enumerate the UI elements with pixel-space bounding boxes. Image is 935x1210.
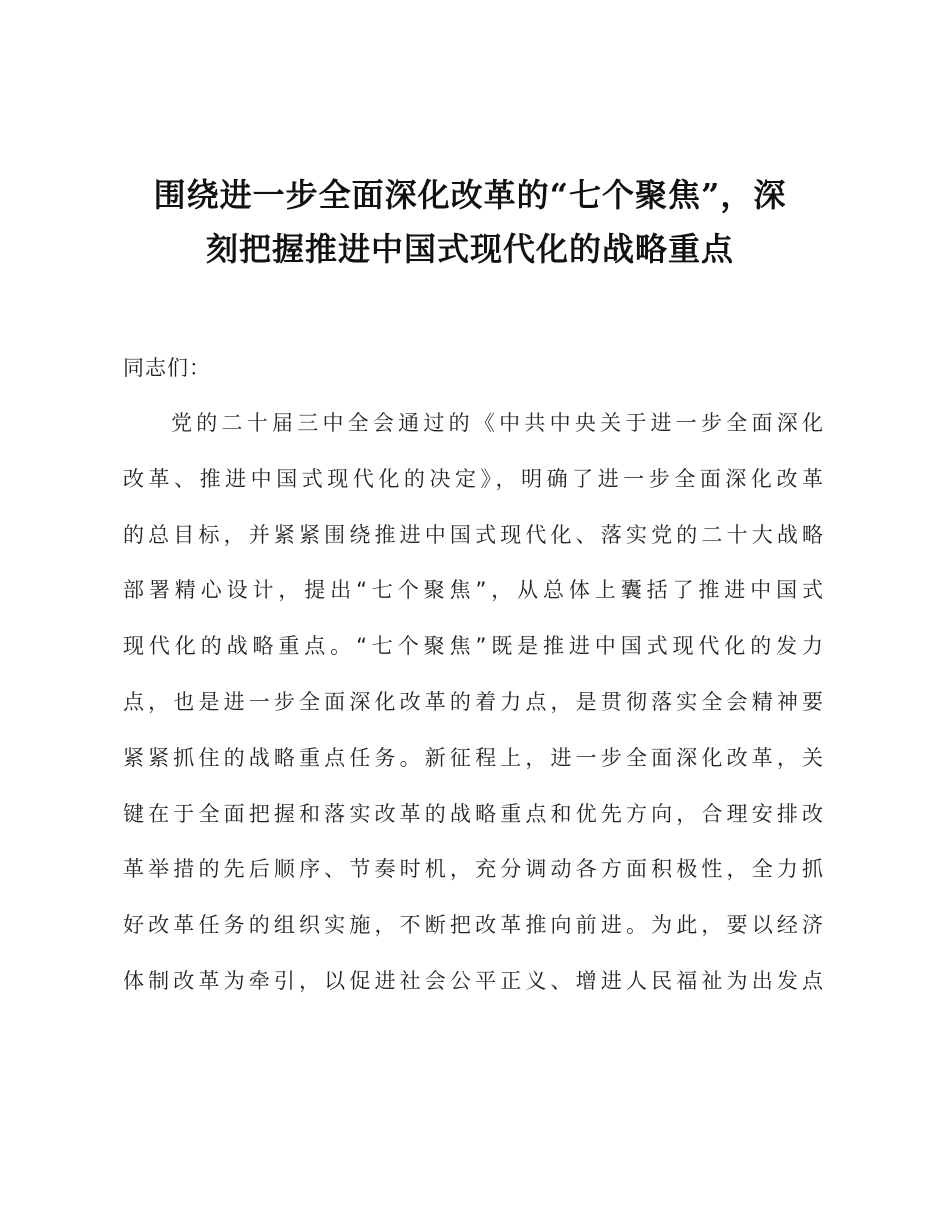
paragraph-line: 的总目标，并紧紧围绕推进中国式现代化、落实党的二十大战略 [123, 522, 823, 547]
paragraph-line: 革举措的先后顺序、节奏时机，充分调动各方面积极性，全力抓 [123, 857, 823, 882]
paragraph-line: 部署精心设计，提出“七个聚焦”，从总体上囊括了推进中国式 [123, 578, 823, 603]
paragraph-line: 党的二十届三中全会通过的《中共中央关于进一步全面深化 [171, 411, 823, 435]
paragraph-line: 现代化的战略重点。“七个聚焦”既是推进中国式现代化的发力 [123, 634, 823, 659]
title-line-2: 刻把握推进中国式现代化的战略重点 [205, 230, 734, 268]
paragraph-line: 好改革任务的组织实施，不断把改革推向前进。为此，要以经济 [123, 913, 823, 938]
paragraph-line: 改革、推进中国式现代化的决定》，明确了进一步全面深化改革 [123, 466, 823, 491]
paragraph-line: 点，也是进一步全面深化改革的着力点，是贯彻落实全会精神要 [123, 689, 823, 714]
greeting: 同志们： [123, 356, 211, 380]
paragraph-line: 键在于全面把握和落实改革的战略重点和优先方向，合理安排改 [123, 801, 823, 826]
body-paragraph [123, 405, 823, 1019]
title-line-1: 围绕进一步全面深化改革的“七个聚焦”，深 [153, 176, 787, 214]
paragraph-line: 体制改革为牵引，以促进社会公平正义、增进人民福祉为出发点 [123, 968, 823, 993]
document-title [120, 168, 820, 276]
paragraph-line: 紧紧抓住的战略重点任务。新征程上，进一步全面深化改革，关 [123, 745, 823, 770]
